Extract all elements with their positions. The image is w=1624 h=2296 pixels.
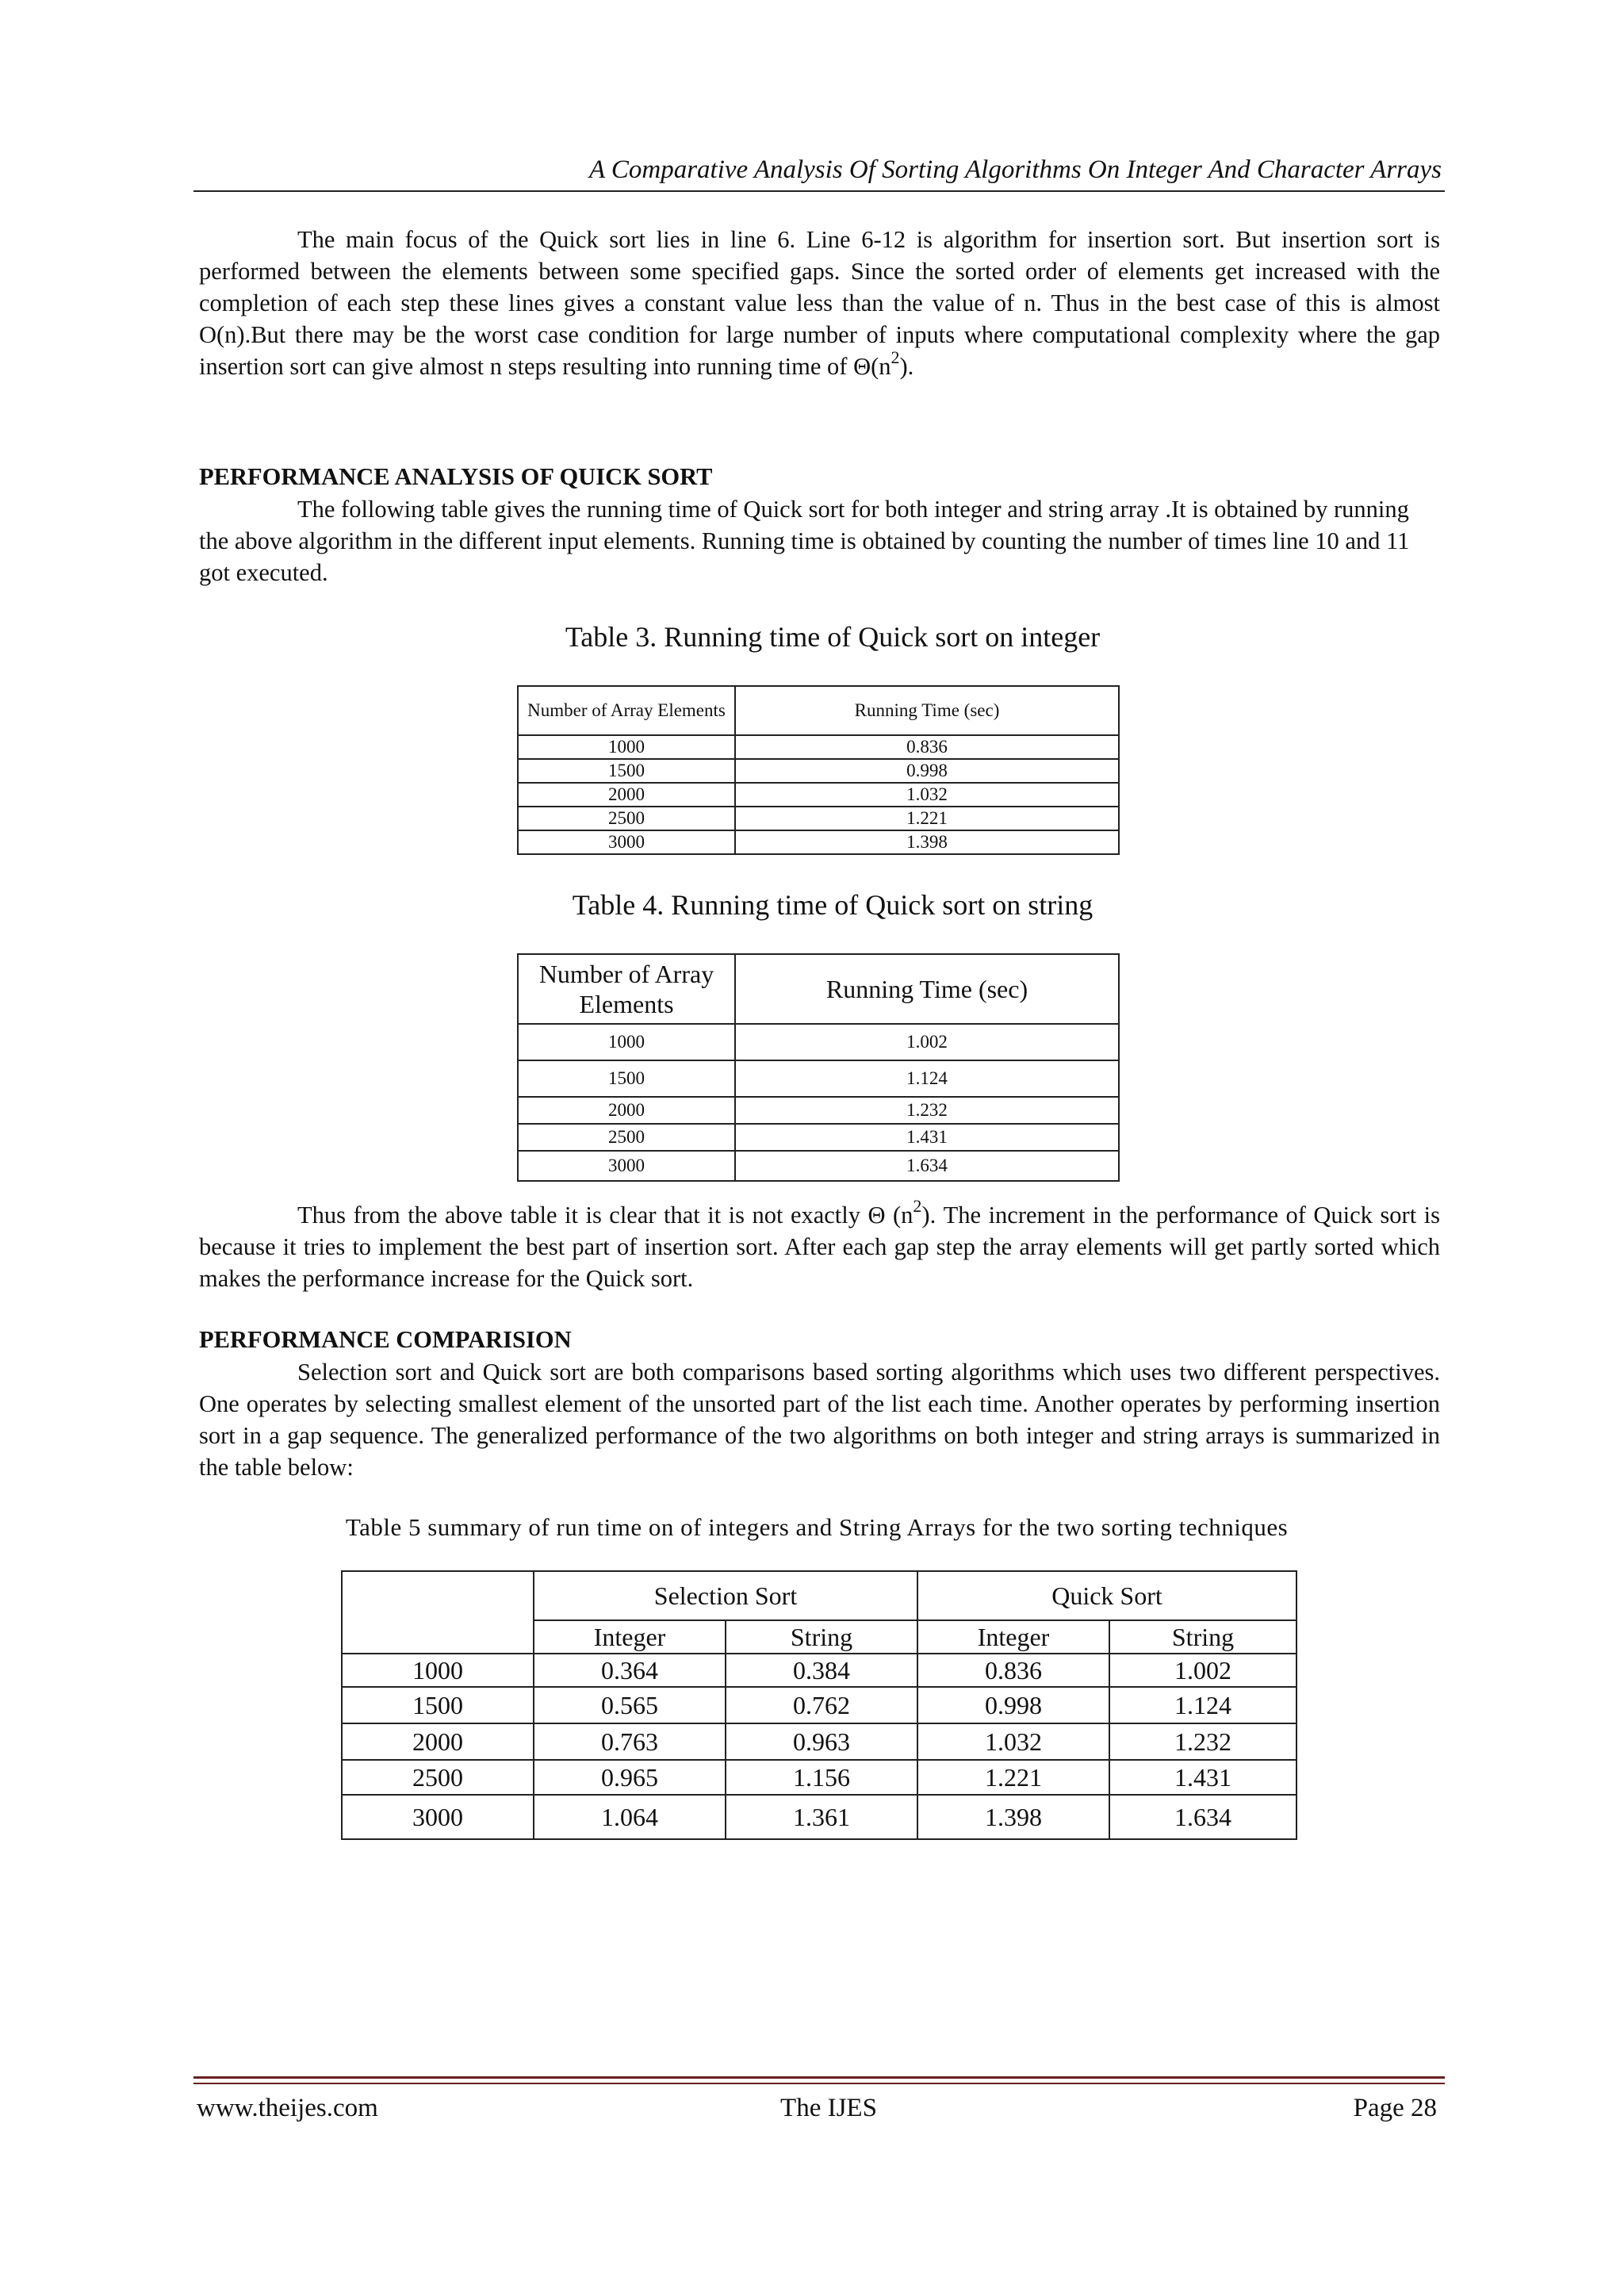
table-cell: 1500 bbox=[342, 1687, 534, 1723]
table-row bbox=[342, 1687, 1297, 1723]
footer-journal: The IJES bbox=[780, 2094, 877, 2122]
table-cell: 1.156 bbox=[726, 1760, 917, 1795]
table-row bbox=[518, 1151, 1119, 1181]
table-cell: 1.398 bbox=[735, 830, 1119, 854]
table-cell: 1.064 bbox=[534, 1795, 726, 1839]
table-row bbox=[518, 807, 1119, 830]
table-cell: 0.364 bbox=[534, 1654, 726, 1687]
running-header: A Comparative Analysis Of Sorting Algorithms On Integer And Character Arrays bbox=[589, 155, 1442, 184]
table-cell: 2500 bbox=[518, 1124, 735, 1151]
table-cell: 0.965 bbox=[534, 1760, 726, 1795]
table-cell: 1.032 bbox=[735, 783, 1119, 807]
table-row bbox=[518, 1124, 1119, 1151]
table3-header-cell: Number of Array Elements bbox=[518, 686, 735, 735]
section-heading-comparison: PERFORMANCE COMPARISION bbox=[199, 1326, 572, 1353]
table-row bbox=[518, 830, 1119, 854]
table-cell: 1.361 bbox=[726, 1795, 917, 1839]
table-cell: 0.836 bbox=[735, 735, 1119, 759]
table3-header-row bbox=[518, 686, 1119, 735]
analysis-paragraph bbox=[199, 1196, 1440, 1294]
table-cell: 1.124 bbox=[1109, 1687, 1297, 1723]
analysis-text: Thus from the above table it is clear that it is not exactly Θ (n bbox=[297, 1202, 914, 1228]
table5-sub-header-row bbox=[342, 1620, 1297, 1654]
footer-page-number: Page 28 bbox=[1353, 2094, 1437, 2122]
table-cell: 2000 bbox=[518, 1097, 735, 1124]
table-cell: 1.221 bbox=[917, 1760, 1109, 1795]
intro-text-end: ). bbox=[899, 353, 914, 380]
table-cell: 1500 bbox=[518, 1060, 735, 1097]
table-cell: 1.431 bbox=[735, 1124, 1119, 1151]
table-cell: 0.998 bbox=[735, 759, 1119, 783]
table5-sub-header: String bbox=[1109, 1620, 1297, 1654]
table-cell: 1.032 bbox=[917, 1723, 1109, 1760]
intro-text: The main focus of the Quick sort lies in line 6. Line 6-12 is algorithm for insertion sort. But insertion sort is performed between the elements between some specified gaps. Since the sorted order of elements get increased with the completion of each step these lines gives a constant value less than the value of n. Thus in the best case of this is almost O(n).But there may be the worst case condition for large number of inputs where computational complexity where the gap insertion sort can give almost n steps resulting into running time of Θ(n bbox=[199, 226, 1440, 380]
analysis-superscript: 2 bbox=[913, 1196, 922, 1216]
table-cell: 1.634 bbox=[735, 1151, 1119, 1181]
table-cell: 2000 bbox=[342, 1723, 534, 1760]
table-cell: 1.398 bbox=[917, 1795, 1109, 1839]
table5-group-header: Quick Sort bbox=[917, 1571, 1297, 1620]
table-row bbox=[342, 1723, 1297, 1760]
table5-group-header-row bbox=[342, 1571, 1297, 1620]
table-cell: 1.002 bbox=[1109, 1654, 1297, 1687]
table-row bbox=[518, 1060, 1119, 1097]
table3-caption: Table 3. Running time of Quick sort on integer bbox=[565, 621, 1101, 653]
table-cell: 1000 bbox=[342, 1654, 534, 1687]
table-cell: 0.762 bbox=[726, 1687, 917, 1723]
table-cell: 1.634 bbox=[1109, 1795, 1297, 1839]
table-cell: 3000 bbox=[342, 1795, 534, 1839]
table5-corner-cell bbox=[342, 1571, 534, 1620]
table-cell: 3000 bbox=[518, 830, 735, 854]
section1-paragraph bbox=[199, 493, 1440, 588]
intro-paragraph bbox=[199, 224, 1440, 382]
table-cell: 1.002 bbox=[735, 1024, 1119, 1060]
table-row bbox=[518, 759, 1119, 783]
table-row bbox=[342, 1760, 1297, 1795]
table5-group-header: Selection Sort bbox=[534, 1571, 917, 1620]
table-cell: 0.963 bbox=[726, 1723, 917, 1760]
table-cell: 1500 bbox=[518, 759, 735, 783]
footer-divider-inner bbox=[193, 2083, 1445, 2084]
footer-divider bbox=[193, 2076, 1445, 2079]
section2-text: Selection sort and Quick sort are both comparisons based sorting algorithms which uses two different perspectives. One operates by selecting smallest element of the unsorted part of the list each time. Another operates by performing insertion sort in a gap sequence. The generalized performance of the two algorithms on both integer and string arrays is summarized in the table below: bbox=[199, 1359, 1440, 1481]
analysis-text-end: ). The increment in the performance of Quick sort is because it tries to implement the best part of insertion sort. After each gap step the array elements will get partly sorted which makes the performance increase for the Quick sort. bbox=[199, 1202, 1440, 1292]
table-cell: 1.232 bbox=[1109, 1723, 1297, 1760]
table5-sub-header: Integer bbox=[917, 1620, 1109, 1654]
table-cell: 2000 bbox=[518, 783, 735, 807]
table-row bbox=[518, 735, 1119, 759]
section2-paragraph bbox=[199, 1356, 1440, 1483]
table5-sub-header: String bbox=[726, 1620, 917, 1654]
table4 bbox=[517, 953, 1120, 1182]
table-cell: 0.998 bbox=[917, 1687, 1109, 1723]
table4-caption: Table 4. Running time of Quick sort on string bbox=[572, 889, 1094, 921]
table-cell: 0.763 bbox=[534, 1723, 726, 1760]
table-cell: 1.232 bbox=[735, 1097, 1119, 1124]
table-cell: 1000 bbox=[518, 1024, 735, 1060]
table3-header-cell: Running Time (sec) bbox=[735, 686, 1119, 735]
table-cell: 0.836 bbox=[917, 1654, 1109, 1687]
section1-text: The following table gives the running time of Quick sort for both integer and string array .It is obtained by running the above algorithm in the different input elements. Running time is obtained by counting the number of times line 10 and 11 got executed. bbox=[199, 496, 1410, 586]
table-cell: 1.124 bbox=[735, 1060, 1119, 1097]
table-row bbox=[342, 1795, 1297, 1839]
table5-corner-cell bbox=[342, 1620, 534, 1654]
table-cell: 1000 bbox=[518, 735, 735, 759]
table5-caption: Table 5 summary of run time on of integers and String Arrays for the two sorting techniques bbox=[345, 1513, 1289, 1541]
table-cell: 3000 bbox=[518, 1151, 735, 1181]
table3 bbox=[517, 685, 1120, 855]
table-cell: 1.221 bbox=[735, 807, 1119, 830]
table-cell: 2500 bbox=[342, 1760, 534, 1795]
table-row bbox=[518, 783, 1119, 807]
table-row bbox=[518, 1097, 1119, 1124]
table5 bbox=[341, 1570, 1297, 1840]
table-cell: 0.565 bbox=[534, 1687, 726, 1723]
table4-header-cell: Number of Array Elements bbox=[518, 954, 735, 1024]
table-row bbox=[518, 1024, 1119, 1060]
table-row bbox=[342, 1654, 1297, 1687]
table4-header-cell: Running Time (sec) bbox=[735, 954, 1119, 1024]
table-cell: 0.384 bbox=[726, 1654, 917, 1687]
footer-website: www.theijes.com bbox=[197, 2094, 378, 2122]
table5-sub-header: Integer bbox=[534, 1620, 726, 1654]
section-heading-quick-sort: PERFORMANCE ANALYSIS OF QUICK SORT bbox=[199, 463, 713, 490]
table4-header-row bbox=[518, 954, 1119, 1024]
table-cell: 2500 bbox=[518, 807, 735, 830]
table-cell: 1.431 bbox=[1109, 1760, 1297, 1795]
header-divider bbox=[193, 190, 1445, 192]
intro-superscript: 2 bbox=[891, 347, 900, 367]
